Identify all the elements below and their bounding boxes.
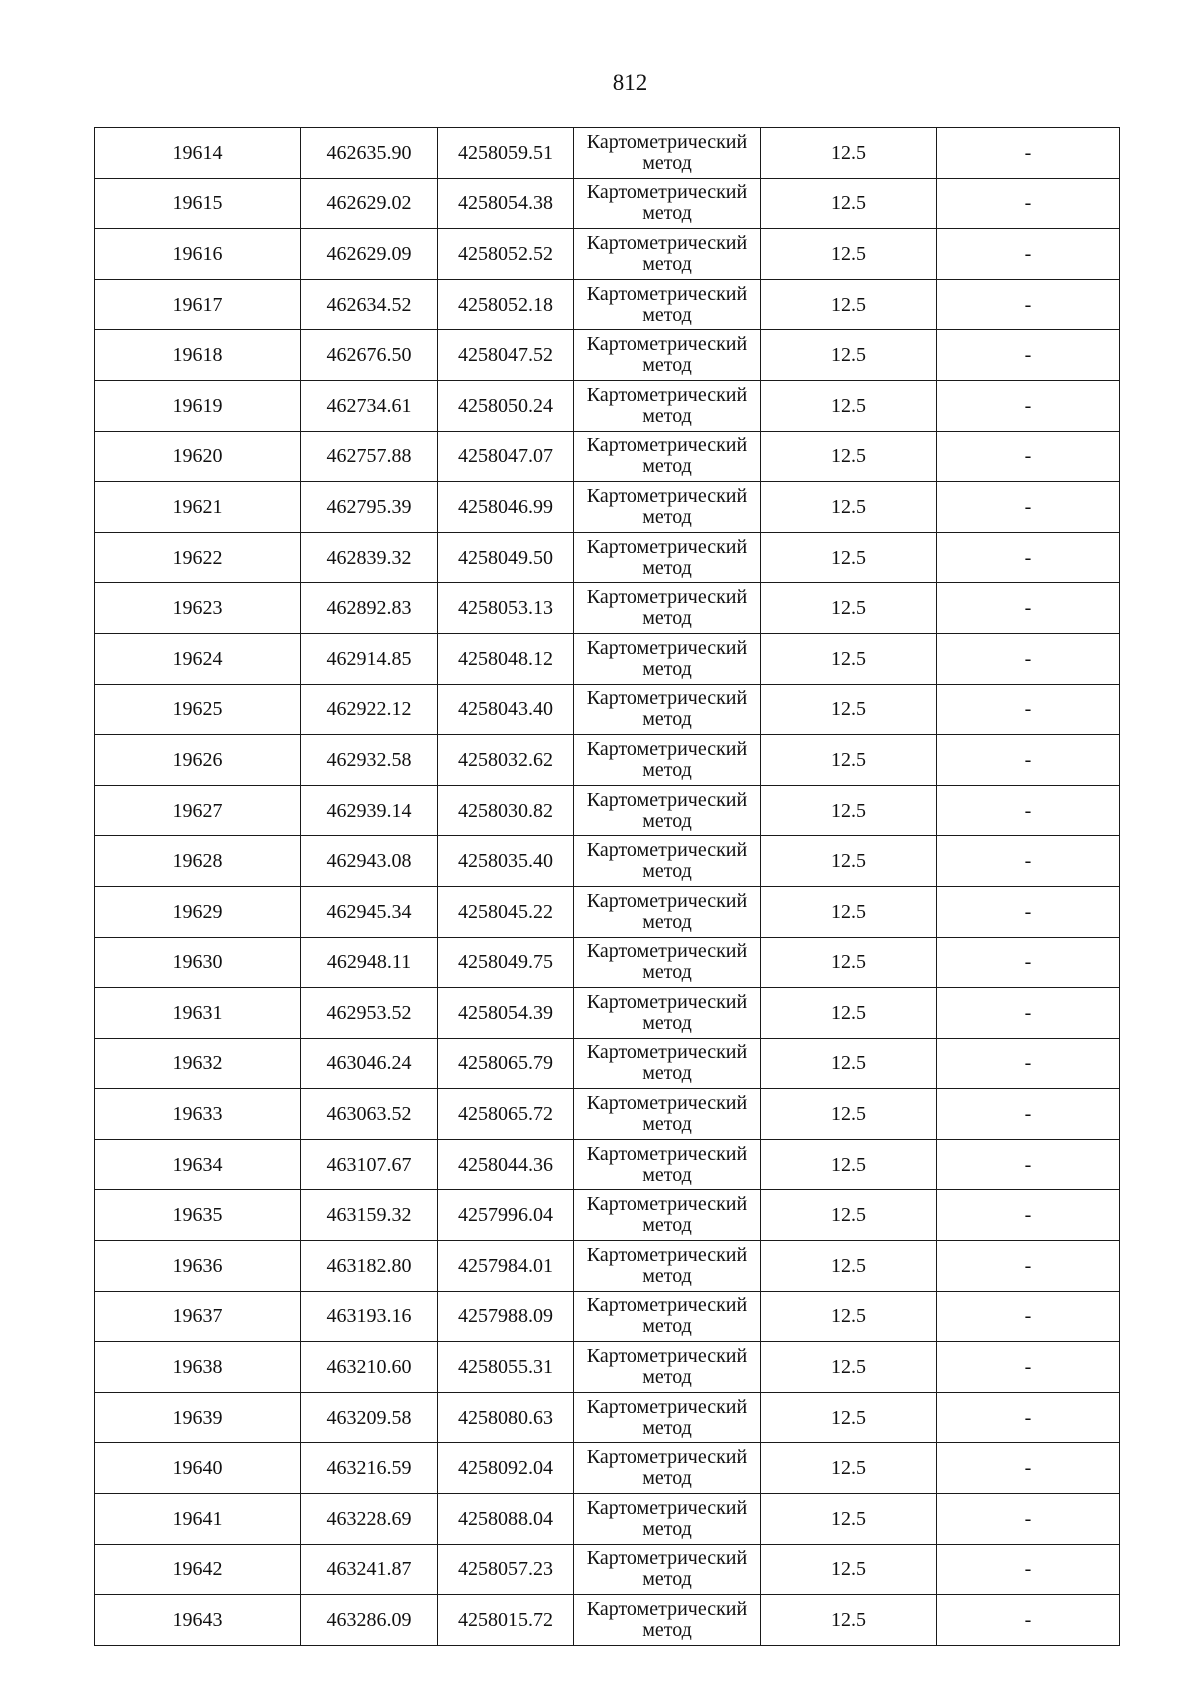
description-cell: - xyxy=(937,1291,1120,1342)
accuracy-cell: 12.5 xyxy=(761,886,937,937)
description-cell: - xyxy=(937,1190,1120,1241)
table-row xyxy=(95,988,1120,1039)
coordinate-x-cell: 463182.80 xyxy=(301,1241,438,1292)
table-row xyxy=(95,1089,1120,1140)
coordinate-x-cell: 462757.88 xyxy=(301,431,438,482)
method-text: Картометрический xyxy=(586,1092,748,1115)
method-text: метод xyxy=(642,202,692,225)
accuracy-cell: 12.5 xyxy=(761,380,937,431)
description-cell: - xyxy=(937,735,1120,786)
coordinate-y-cell: 4258050.24 xyxy=(438,380,574,431)
point-number-cell: 19616 xyxy=(95,229,301,280)
method-text: Картометрический xyxy=(586,737,748,760)
method-text: метод xyxy=(642,1163,692,1186)
description-cell: - xyxy=(937,1595,1120,1646)
table-row xyxy=(95,583,1120,634)
coordinates-table xyxy=(94,127,1120,1646)
method-text: Картометрический xyxy=(586,940,748,963)
method-text: Картометрический xyxy=(586,484,748,507)
method-text: метод xyxy=(642,1517,692,1540)
method-text: метод xyxy=(642,252,692,275)
coordinate-y-cell: 4258048.12 xyxy=(438,633,574,684)
method-cell xyxy=(574,229,761,280)
method-text: Картометрический xyxy=(586,788,748,811)
table-row xyxy=(95,431,1120,482)
method-cell xyxy=(574,431,761,482)
coordinate-x-cell: 462734.61 xyxy=(301,380,438,431)
accuracy-cell: 12.5 xyxy=(761,1241,937,1292)
method-text: метод xyxy=(642,961,692,984)
method-text: Картометрический xyxy=(586,889,748,912)
method-text: Картометрический xyxy=(586,1142,748,1165)
method-text: Картометрический xyxy=(586,282,748,305)
point-number-cell: 19624 xyxy=(95,633,301,684)
method-text: метод xyxy=(642,1264,692,1287)
coordinate-y-cell: 4257996.04 xyxy=(438,1190,574,1241)
coordinate-y-cell: 4258057.23 xyxy=(438,1544,574,1595)
point-number-cell: 19615 xyxy=(95,178,301,229)
coordinate-x-cell: 462629.09 xyxy=(301,229,438,280)
table-row xyxy=(95,633,1120,684)
method-text: метод xyxy=(642,1568,692,1591)
accuracy-cell: 12.5 xyxy=(761,583,937,634)
method-text: метод xyxy=(642,708,692,731)
method-text: Картометрический xyxy=(586,1395,748,1418)
method-text: Картометрический xyxy=(586,586,748,609)
coordinate-x-cell: 462676.50 xyxy=(301,330,438,381)
coordinate-y-cell: 4257988.09 xyxy=(438,1291,574,1342)
accuracy-cell: 12.5 xyxy=(761,937,937,988)
description-cell: - xyxy=(937,128,1120,179)
accuracy-cell: 12.5 xyxy=(761,1392,937,1443)
method-text: метод xyxy=(642,455,692,478)
method-text: метод xyxy=(642,1366,692,1389)
description-cell: - xyxy=(937,1544,1120,1595)
coordinate-y-cell: 4258047.07 xyxy=(438,431,574,482)
point-number-cell: 19627 xyxy=(95,785,301,836)
coordinate-x-cell: 462948.11 xyxy=(301,937,438,988)
method-text: метод xyxy=(642,1214,692,1237)
method-cell xyxy=(574,785,761,836)
method-text: Картометрический xyxy=(586,1294,748,1317)
coordinate-x-cell: 462922.12 xyxy=(301,684,438,735)
point-number-cell: 19633 xyxy=(95,1089,301,1140)
point-number-cell: 19626 xyxy=(95,735,301,786)
description-cell: - xyxy=(937,178,1120,229)
table-row xyxy=(95,279,1120,330)
method-cell xyxy=(574,1494,761,1545)
method-cell xyxy=(574,988,761,1039)
method-cell xyxy=(574,279,761,330)
method-text: метод xyxy=(642,1113,692,1136)
table-row xyxy=(95,1241,1120,1292)
method-text: метод xyxy=(642,657,692,680)
coordinate-y-cell: 4258043.40 xyxy=(438,684,574,735)
table-row xyxy=(95,532,1120,583)
accuracy-cell: 12.5 xyxy=(761,1139,937,1190)
method-text: Картометрический xyxy=(586,231,748,254)
coordinate-x-cell: 462914.85 xyxy=(301,633,438,684)
point-number-cell: 19622 xyxy=(95,532,301,583)
method-cell xyxy=(574,1190,761,1241)
method-text: метод xyxy=(642,1011,692,1034)
coordinate-x-cell: 463193.16 xyxy=(301,1291,438,1342)
point-number-cell: 19641 xyxy=(95,1494,301,1545)
description-cell: - xyxy=(937,1241,1120,1292)
table-row xyxy=(95,1038,1120,1089)
coordinate-y-cell: 4258055.31 xyxy=(438,1342,574,1393)
coordinate-y-cell: 4258015.72 xyxy=(438,1595,574,1646)
method-text: Картометрический xyxy=(586,181,748,204)
coordinate-x-cell: 463159.32 xyxy=(301,1190,438,1241)
table-row xyxy=(95,229,1120,280)
table-row xyxy=(95,1544,1120,1595)
method-text: метод xyxy=(642,303,692,326)
point-number-cell: 19618 xyxy=(95,330,301,381)
point-number-cell: 19635 xyxy=(95,1190,301,1241)
method-text: метод xyxy=(642,151,692,174)
method-cell xyxy=(574,1392,761,1443)
table-row xyxy=(95,785,1120,836)
table-row xyxy=(95,482,1120,533)
method-cell xyxy=(574,1241,761,1292)
description-cell: - xyxy=(937,1342,1120,1393)
method-text: Картометрический xyxy=(586,636,748,659)
table-row xyxy=(95,128,1120,179)
method-cell xyxy=(574,380,761,431)
method-text: метод xyxy=(642,1619,692,1642)
method-cell xyxy=(574,1291,761,1342)
method-text: Картометрический xyxy=(586,1193,748,1216)
method-cell xyxy=(574,482,761,533)
method-text: метод xyxy=(642,1467,692,1490)
accuracy-cell: 12.5 xyxy=(761,988,937,1039)
description-cell: - xyxy=(937,1443,1120,1494)
point-number-cell: 19614 xyxy=(95,128,301,179)
description-cell: - xyxy=(937,886,1120,937)
table-row xyxy=(95,735,1120,786)
accuracy-cell: 12.5 xyxy=(761,330,937,381)
description-cell: - xyxy=(937,785,1120,836)
description-cell: - xyxy=(937,330,1120,381)
coordinate-x-cell: 462839.32 xyxy=(301,532,438,583)
point-number-cell: 19620 xyxy=(95,431,301,482)
point-number-cell: 19619 xyxy=(95,380,301,431)
method-cell xyxy=(574,1038,761,1089)
coordinate-x-cell: 462932.58 xyxy=(301,735,438,786)
coordinates-table-body xyxy=(95,128,1120,1646)
table-row xyxy=(95,178,1120,229)
method-cell xyxy=(574,1089,761,1140)
method-text: метод xyxy=(642,860,692,883)
coordinate-y-cell: 4258059.51 xyxy=(438,128,574,179)
coordinate-x-cell: 463046.24 xyxy=(301,1038,438,1089)
coordinate-x-cell: 462953.52 xyxy=(301,988,438,1039)
point-number-cell: 19640 xyxy=(95,1443,301,1494)
method-cell xyxy=(574,684,761,735)
accuracy-cell: 12.5 xyxy=(761,1038,937,1089)
coordinate-y-cell: 4258049.75 xyxy=(438,937,574,988)
coordinate-x-cell: 463209.58 xyxy=(301,1392,438,1443)
description-cell: - xyxy=(937,229,1120,280)
description-cell: - xyxy=(937,1392,1120,1443)
description-cell: - xyxy=(937,532,1120,583)
accuracy-cell: 12.5 xyxy=(761,735,937,786)
coordinate-y-cell: 4258080.63 xyxy=(438,1392,574,1443)
coordinate-x-cell: 462945.34 xyxy=(301,886,438,937)
point-number-cell: 19623 xyxy=(95,583,301,634)
coordinate-x-cell: 463216.59 xyxy=(301,1443,438,1494)
description-cell: - xyxy=(937,482,1120,533)
coordinate-y-cell: 4258047.52 xyxy=(438,330,574,381)
accuracy-cell: 12.5 xyxy=(761,178,937,229)
coordinate-y-cell: 4258052.52 xyxy=(438,229,574,280)
point-number-cell: 19639 xyxy=(95,1392,301,1443)
accuracy-cell: 12.5 xyxy=(761,431,937,482)
coordinate-y-cell: 4258053.13 xyxy=(438,583,574,634)
method-text: Картометрический xyxy=(586,1496,748,1519)
method-text: Картометрический xyxy=(586,130,748,153)
method-cell xyxy=(574,735,761,786)
point-number-cell: 19628 xyxy=(95,836,301,887)
table-row xyxy=(95,1139,1120,1190)
accuracy-cell: 12.5 xyxy=(761,279,937,330)
description-cell: - xyxy=(937,633,1120,684)
coordinate-y-cell: 4258035.40 xyxy=(438,836,574,887)
coordinate-y-cell: 4258046.99 xyxy=(438,482,574,533)
description-cell: - xyxy=(937,937,1120,988)
accuracy-cell: 12.5 xyxy=(761,633,937,684)
description-cell: - xyxy=(937,1139,1120,1190)
point-number-cell: 19632 xyxy=(95,1038,301,1089)
coordinate-x-cell: 463063.52 xyxy=(301,1089,438,1140)
method-text: Картометрический xyxy=(586,1041,748,1064)
method-text: метод xyxy=(642,505,692,528)
description-cell: - xyxy=(937,684,1120,735)
method-cell xyxy=(574,583,761,634)
method-text: Картометрический xyxy=(586,687,748,710)
method-text: метод xyxy=(642,910,692,933)
accuracy-cell: 12.5 xyxy=(761,482,937,533)
coordinate-x-cell: 462635.90 xyxy=(301,128,438,179)
coordinate-y-cell: 4258030.82 xyxy=(438,785,574,836)
accuracy-cell: 12.5 xyxy=(761,532,937,583)
method-cell xyxy=(574,836,761,887)
coordinate-y-cell: 4258054.39 xyxy=(438,988,574,1039)
point-number-cell: 19617 xyxy=(95,279,301,330)
description-cell: - xyxy=(937,1494,1120,1545)
coordinate-y-cell: 4258092.04 xyxy=(438,1443,574,1494)
accuracy-cell: 12.5 xyxy=(761,229,937,280)
point-number-cell: 19629 xyxy=(95,886,301,937)
coordinate-y-cell: 4258088.04 xyxy=(438,1494,574,1545)
accuracy-cell: 12.5 xyxy=(761,836,937,887)
table-row xyxy=(95,684,1120,735)
coordinate-x-cell: 463107.67 xyxy=(301,1139,438,1190)
table-row xyxy=(95,380,1120,431)
description-cell: - xyxy=(937,988,1120,1039)
description-cell: - xyxy=(937,1038,1120,1089)
point-number-cell: 19621 xyxy=(95,482,301,533)
description-cell: - xyxy=(937,583,1120,634)
coordinate-x-cell: 462795.39 xyxy=(301,482,438,533)
method-text: Картометрический xyxy=(586,333,748,356)
table-row xyxy=(95,1342,1120,1393)
method-text: метод xyxy=(642,758,692,781)
table-row xyxy=(95,1392,1120,1443)
table-row xyxy=(95,886,1120,937)
coordinate-y-cell: 4258054.38 xyxy=(438,178,574,229)
method-cell xyxy=(574,1443,761,1494)
coordinate-x-cell: 462892.83 xyxy=(301,583,438,634)
coordinate-y-cell: 4258045.22 xyxy=(438,886,574,937)
method-text: Картометрический xyxy=(586,1547,748,1570)
accuracy-cell: 12.5 xyxy=(761,1190,937,1241)
description-cell: - xyxy=(937,1089,1120,1140)
method-text: метод xyxy=(642,354,692,377)
table-row xyxy=(95,1494,1120,1545)
coordinate-x-cell: 462634.52 xyxy=(301,279,438,330)
coordinate-x-cell: 462943.08 xyxy=(301,836,438,887)
accuracy-cell: 12.5 xyxy=(761,1443,937,1494)
method-text: Картометрический xyxy=(586,535,748,558)
point-number-cell: 19634 xyxy=(95,1139,301,1190)
method-cell xyxy=(574,1544,761,1595)
point-number-cell: 19631 xyxy=(95,988,301,1039)
method-cell xyxy=(574,532,761,583)
accuracy-cell: 12.5 xyxy=(761,1595,937,1646)
coordinate-x-cell: 463228.69 xyxy=(301,1494,438,1545)
method-cell xyxy=(574,1342,761,1393)
accuracy-cell: 12.5 xyxy=(761,1494,937,1545)
accuracy-cell: 12.5 xyxy=(761,1089,937,1140)
method-text: Картометрический xyxy=(586,1345,748,1368)
table-row xyxy=(95,1595,1120,1646)
point-number-cell: 19637 xyxy=(95,1291,301,1342)
coordinate-x-cell: 463286.09 xyxy=(301,1595,438,1646)
coordinate-y-cell: 4258065.72 xyxy=(438,1089,574,1140)
method-text: Картометрический xyxy=(586,1446,748,1469)
point-number-cell: 19642 xyxy=(95,1544,301,1595)
table-row xyxy=(95,1190,1120,1241)
accuracy-cell: 12.5 xyxy=(761,684,937,735)
coordinate-y-cell: 4257984.01 xyxy=(438,1241,574,1292)
method-text: метод xyxy=(642,404,692,427)
table-row xyxy=(95,1443,1120,1494)
point-number-cell: 19638 xyxy=(95,1342,301,1393)
method-text: Картометрический xyxy=(586,383,748,406)
method-text: метод xyxy=(642,1315,692,1338)
method-text: метод xyxy=(642,1416,692,1439)
coordinate-x-cell: 463210.60 xyxy=(301,1342,438,1393)
method-text: метод xyxy=(642,556,692,579)
page-number: 812 xyxy=(612,70,648,95)
point-number-cell: 19625 xyxy=(95,684,301,735)
coordinate-y-cell: 4258044.36 xyxy=(438,1139,574,1190)
coordinate-y-cell: 4258065.79 xyxy=(438,1038,574,1089)
table-row xyxy=(95,836,1120,887)
method-cell xyxy=(574,1595,761,1646)
accuracy-cell: 12.5 xyxy=(761,785,937,836)
method-text: Картометрический xyxy=(586,1243,748,1266)
method-cell xyxy=(574,178,761,229)
method-text: метод xyxy=(642,607,692,630)
method-cell xyxy=(574,633,761,684)
coordinate-y-cell: 4258049.50 xyxy=(438,532,574,583)
method-text: Картометрический xyxy=(586,1598,748,1621)
coordinate-y-cell: 4258032.62 xyxy=(438,735,574,786)
description-cell: - xyxy=(937,836,1120,887)
point-number-cell: 19643 xyxy=(95,1595,301,1646)
method-text: метод xyxy=(642,1062,692,1085)
method-cell xyxy=(574,330,761,381)
point-number-cell: 19636 xyxy=(95,1241,301,1292)
point-number-cell: 19630 xyxy=(95,937,301,988)
table-row xyxy=(95,1291,1120,1342)
description-cell: - xyxy=(937,431,1120,482)
method-cell xyxy=(574,886,761,937)
method-text: Картометрический xyxy=(586,434,748,457)
table-row xyxy=(95,330,1120,381)
accuracy-cell: 12.5 xyxy=(761,128,937,179)
coordinate-x-cell: 462939.14 xyxy=(301,785,438,836)
coordinate-x-cell: 463241.87 xyxy=(301,1544,438,1595)
method-text: метод xyxy=(642,809,692,832)
method-text: Картометрический xyxy=(586,839,748,862)
method-cell xyxy=(574,1139,761,1190)
method-cell xyxy=(574,937,761,988)
method-text: Картометрический xyxy=(586,990,748,1013)
description-cell: - xyxy=(937,279,1120,330)
table-row xyxy=(95,937,1120,988)
method-cell xyxy=(574,128,761,179)
accuracy-cell: 12.5 xyxy=(761,1544,937,1595)
accuracy-cell: 12.5 xyxy=(761,1291,937,1342)
coordinate-y-cell: 4258052.18 xyxy=(438,279,574,330)
coordinate-x-cell: 462629.02 xyxy=(301,178,438,229)
accuracy-cell: 12.5 xyxy=(761,1342,937,1393)
description-cell: - xyxy=(937,380,1120,431)
